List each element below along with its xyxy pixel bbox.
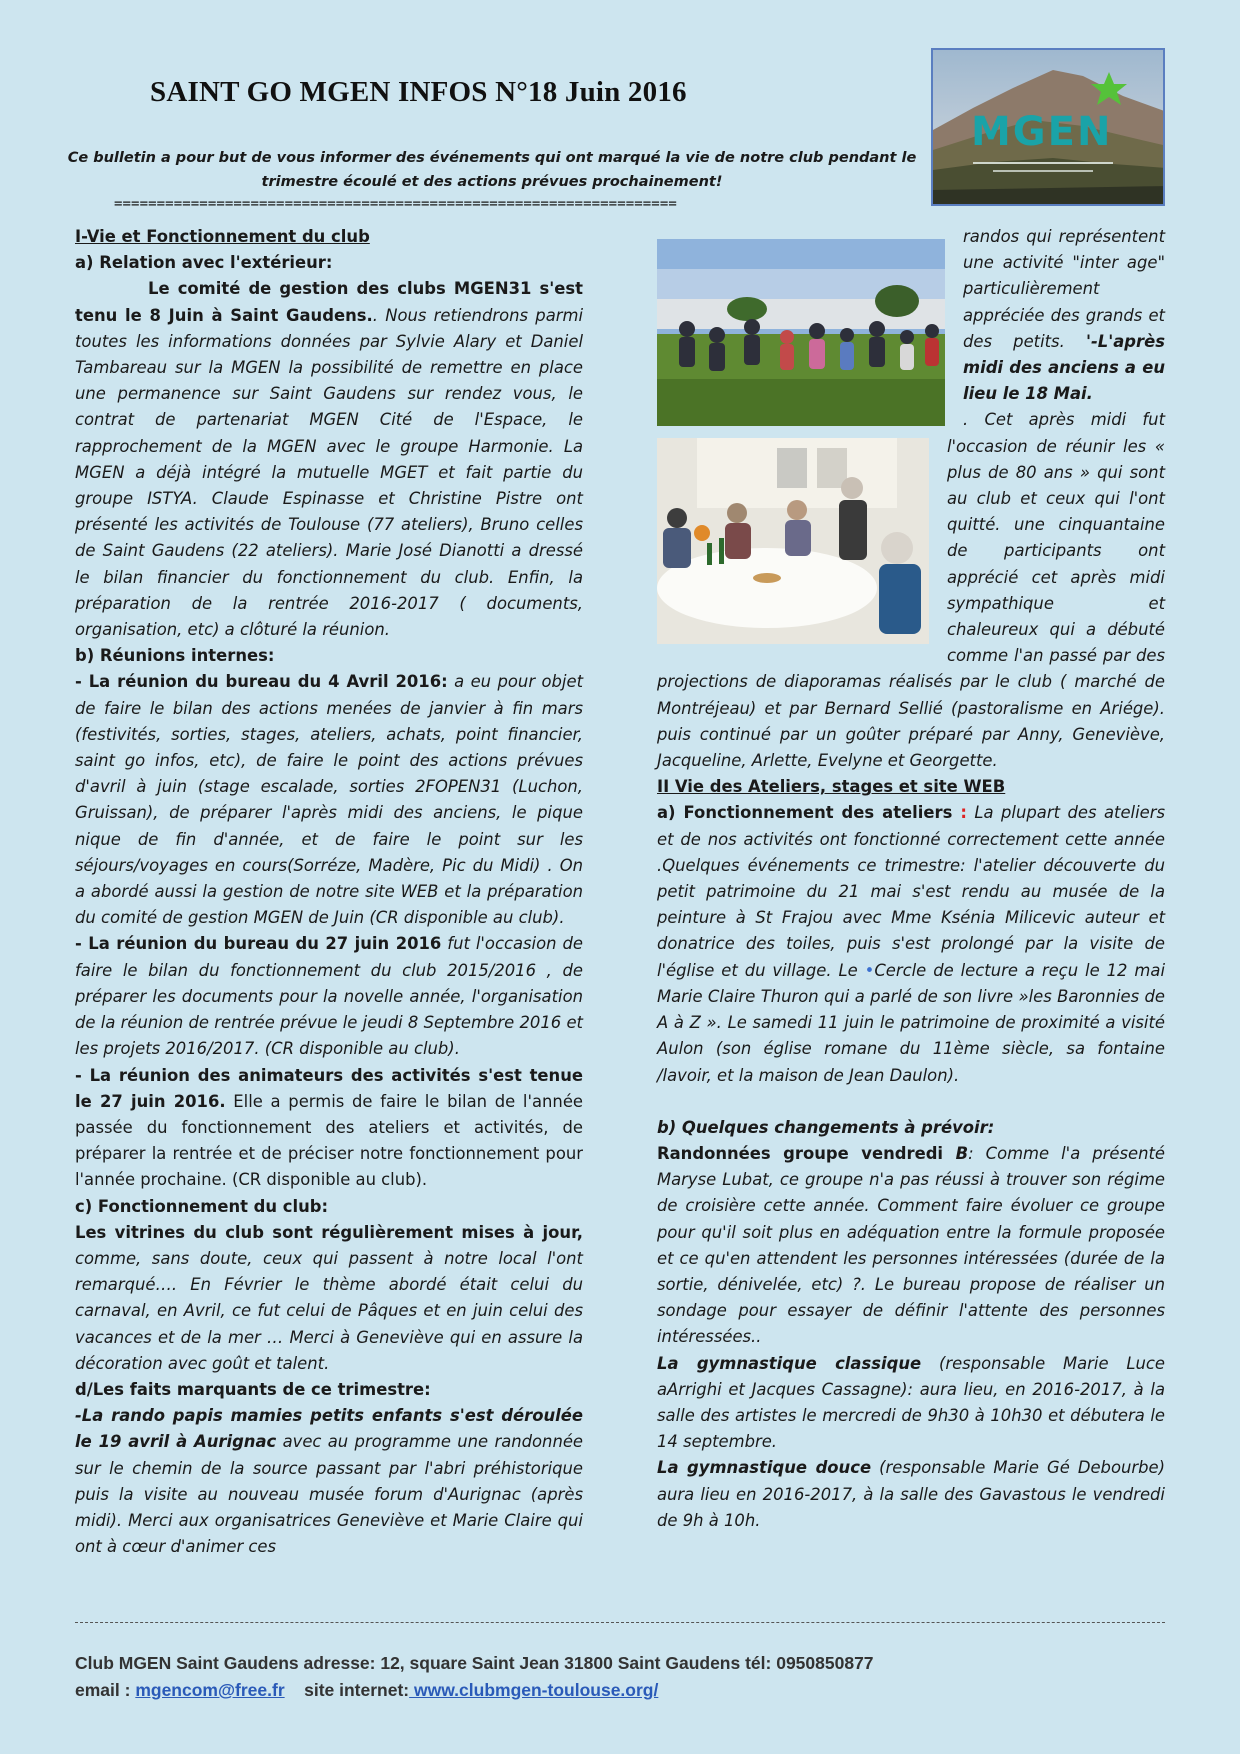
paragraph-reunion-avril	[75, 669, 583, 931]
paragraph-reunion-animateurs	[75, 1063, 583, 1194]
paragraph-ateliers	[657, 800, 1165, 1088]
ateliers-bold: a) Fonctionnement des ateliers	[657, 803, 953, 823]
footer	[75, 1650, 1175, 1704]
rando-text: avec au programme une randonnée sur le chemin de la source passant par l'abri préhistorique puis la visite au nouveau musée forum d'Aurignac (après midi). Merci aux organisatrices Geneviève et Marie Claire qui ont à cœur d'animer ces	[75, 1432, 583, 1557]
email-label: email :	[75, 1680, 136, 1700]
subsection-c-title: c) Fonctionnement du club:	[75, 1196, 329, 1216]
randonnees-bold-b: B	[943, 1143, 969, 1163]
paragraph-vitrines	[75, 1220, 583, 1377]
logo-text: MGEN	[971, 109, 1113, 155]
section2-heading: II Vie des Ateliers, stages et site WEB	[657, 777, 1006, 797]
right-column	[657, 224, 1165, 1534]
paragraph-relation	[75, 276, 583, 643]
comite-text: . Nous retiendrons parmi toutes les informations données par Sylvie Alary et Daniel Tambareau sur la MGEN la possibilité de remettre en place une permanence sur Saint Gaudens sur rendez vous, le contrat de partenariat MGEN Cité de l'Espace, le rapprochement de la MGEN avec le groupe Harmonie. La MGEN a déjà intégré la mutuelle MGET et fait partie du groupe ISTYA. Claude Espinasse et Christine Pistre ont présenté les activités de Toulouse (77 ateliers), Bruno celles de Saint Gaudens (22 ateliers). Marie José Dianotti a dressé le bilan financier du fonctionnement du club. Enfin, la préparation de la rentrée 2016-2017 ( documents, organisation, etc) a clôturé la réunion.	[75, 305, 584, 640]
gym-classique-text: (responsable Marie Luce aArrighi et Jacques Cassagne): aura lieu, en 2016-2017, à la salle des artistes le mercredi de 9h30 à 10h30 et débutera le 14 septembre.	[657, 1353, 1165, 1452]
vitrines-text: comme, sans doute, ceux qui passent à notre local l'ont remarqué…. En Février le thème abordé était celui du carnaval, en Avril, ce fut celui de Pâques et en juin celui des vacances et de la mer … Merci à Geneviève qui en assure la décoration avec goût et talent.	[75, 1248, 583, 1373]
intro-text: Ce bulletin a pour but de vous informer des événements qui ont marqué la vie de notre club pendant le trimestre écoulé et des actions prévues prochainement!	[67, 150, 917, 190]
footer-contact	[75, 1677, 1175, 1704]
gym-douce-text: (responsable Marie Gé Debourbe) aura lieu en 2016-2017, à la salle des Gavastous le vendredi de 9h à 10h.	[657, 1458, 1165, 1530]
left-column	[75, 224, 583, 1560]
apres-midi-anciens-bold: '-L'après midi des anciens a eu lieu le 18 Mai.	[963, 331, 1165, 404]
bullet-dot: •	[864, 960, 875, 980]
paragraph-reunion-juin	[75, 931, 583, 1062]
subsection-a-title: a) Relation avec l'extérieur:	[75, 253, 333, 273]
page-title: SAINT GO MGEN INFOS N°18 Juin 2016	[150, 76, 687, 108]
family-group-photo	[657, 239, 945, 426]
reunion-animateurs-bold: - La réunion des animateurs des activités s'est tenue le 27 juin 2016.	[75, 1065, 583, 1111]
paragraph-gym-douce	[657, 1455, 1165, 1534]
vitrines-bold: Les vitrines du club sont régulièrement mises à jour,	[75, 1222, 583, 1242]
section1-heading: I-Vie et Fonctionnement du club	[75, 227, 370, 246]
randonnees-bold: Randonnées groupe vendredi	[657, 1143, 944, 1163]
reunion-juin-bold: - La réunion du bureau du 27 juin 2016	[75, 934, 442, 954]
footer-divider	[75, 1622, 1165, 1623]
website-link[interactable]: www.clubmgen-toulouse.org/	[409, 1680, 659, 1700]
paragraph-randonnees	[657, 1141, 1165, 1351]
randos-age-text: randos qui représentent une activité "inter age" particulièrement appréciée des grands et des petits.	[963, 227, 1165, 351]
seniors-table-photo	[657, 438, 929, 644]
gym-classique-bold: La gymnastique classique	[657, 1353, 922, 1373]
reunion-avril-bold: - La réunion du bureau du 4 Avril 2016:	[75, 672, 448, 692]
comite-bold: Le comité de gestion des clubs MGEN31 s'est tenu le 8 Juin à Saint Gaudens.	[75, 279, 583, 325]
randonnees-text: : Comme l'a présenté Maryse Lubat, ce groupe n'a pas réussi à trouver son régime de croisière cette année. Comment faire évoluer ce groupe pour qu'il soit plus en adéquation entre la formule proposée et ce qu'en attendent les personnes intéressées (durée de la sortie, dénivelée, etc) ?. Le bureau propose de réaliser un sondage pour essayer de définir l'attente des personnes intéressées..	[657, 1143, 1166, 1347]
subsection-b-title: b) Réunions internes:	[75, 646, 275, 666]
mgen-logo-image	[931, 48, 1165, 206]
reunion-juin-text: fut l'occasion de faire le bilan du fonctionnement du club 2015/2016 , de préparer les documents pour la novelle année, l'organisation de la réunion de rentrée prévue le jeudi 8 Septembre 2016 et les projets 2016/2017. (CR disponible au club).	[75, 934, 583, 1059]
paragraph-gym-classique	[657, 1351, 1165, 1456]
site-label: site internet:	[304, 1680, 410, 1700]
separator-line: ==================================================================	[114, 196, 677, 212]
paragraph-rando	[75, 1403, 583, 1560]
ateliers-colon: :	[952, 803, 967, 823]
footer-address: Club MGEN Saint Gaudens adresse: 12, square Saint Jean 31800 Saint Gaudens tél: 0950850877	[75, 1653, 874, 1673]
subsection-d-title: d/Les faits marquants de ce trimestre:	[75, 1379, 431, 1399]
reunion-avril-text: a eu pour objet de faire le bilan des actions menées de janvier à fin mars (festivités, sorties, stages, ateliers, achats, point financier, saint go infos, etc), de faire le point des actions prévues d'avril à juin (stage escalade, sorties 2FOPEN31 (Luchon, Gruissan), de préparer l'après midi des anciens, le pique nique de fin d'année, et de faire le point sur les séjours/voyages en cours(Sorréze, Madère, Pic du Midi) . On a abordé aussi la gestion de notre site WEB et la préparation du comité de gestion MGEN de Juin (CR disponible au club).	[75, 672, 583, 928]
mountain-landscape-icon	[933, 50, 1165, 206]
anciens-text: . Cet après midi fut l'occasion de réunir les « plus de 80 ans » qui sont au club et ceux qui l'ont quitté. une cinquantaine de participants ont apprécié cet après midi sympathique et chaleureux qui a débuté comme l'an passé par des projections de diaporamas réalisés par le club ( marché de Montréjeau) et par Bernard Sellié (pastoralisme en Ariége). puis continué par un goûter préparé par Anny, Geneviève, Jacqueline, Arlette, Evelyne et Georgette.	[657, 410, 1165, 771]
ateliers-text-1: La plupart des ateliers et de nos activités ont fonctionné correctement cette année .Quelques événements ce trimestre: l'atelier découverte du petit patrimoine du 21 mai s'est rendu au musée de la peinture à St Frajou avec Mme Ksénia Milicevic auteur et donatrice des toiles, puis s'est prolongé par la visite de l'église et du village. Le	[657, 803, 1166, 980]
email-link[interactable]: mgencom@free.fr	[135, 1680, 285, 1700]
gym-douce-bold: La gymnastique douce	[657, 1458, 872, 1478]
rando-bold: -La rando papis mamies petits enfants s'est déroulée le 19 avril à Aurignac	[75, 1406, 583, 1452]
ateliers-text-2: Cercle de lecture a reçu le 12 mai Marie Claire Thuron qui a parlé de son livre »les Baronnies de A à Z ». Le samedi 11 juin le patrimoine de proximité a visité Aulon (son église romane du 11ème siècle, sa fontaine /lavoir, et la maison de Jean Daulon).	[657, 960, 1165, 1085]
subsection-changements-title: b) Quelques changements à prévoir:	[657, 1117, 995, 1137]
reunion-animateurs-text: Elle a permis de faire le bilan de l'année passée du fonctionnement des ateliers et activités, de préparer la rentrée et de préciser notre fonctionnement pour l'année prochaine. (CR disponible au club).	[75, 1091, 583, 1190]
